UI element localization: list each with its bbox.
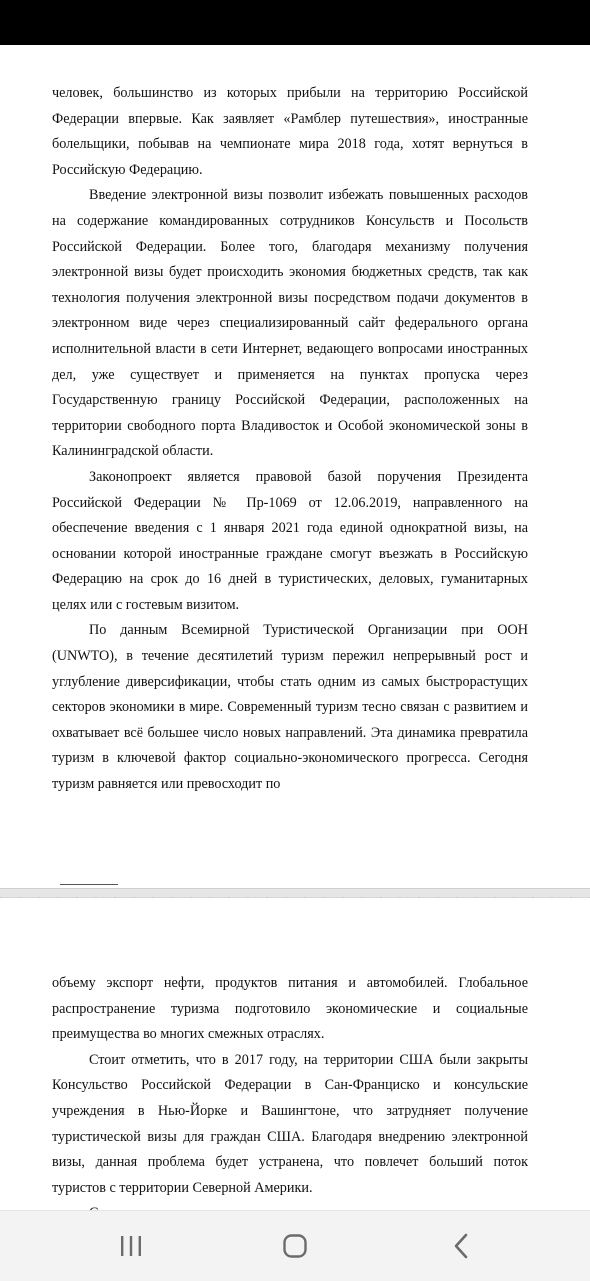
navigation-bar xyxy=(0,1210,590,1281)
recent-apps-icon xyxy=(119,1235,143,1257)
paragraph-2: Введение электронной визы позволит избежать повышенных расходов на содержание командированных сотрудников Консульств и Посольств Российской Федерации. Более того, благодаря механизму получения электронной визы будет происходить экономия бюджетных средств, так как технология получения электронной визы посредством подачи документов в электронном виде через специализированный сайт федерального органа исполнительной власти в сети Интернет, ведающего вопросами иностранных дел, уже существует и применяется на пунктах пропуска через Государственную границу Российской Федерации, расположенных на территории свободного порта Владивосток и Особой экономической зоны в Калининградской области. xyxy=(52,187,528,460)
back-button[interactable] xyxy=(421,1223,501,1269)
paragraph-1: человек, большинство из которых прибыли на территорию Российской Федерации впервые. Как заявляет «Рамблер путешествия», иностранные болельщики, побывав на чемпионате мира 2018 года, хотят вернуться в Российскую Федерацию. xyxy=(52,85,528,178)
back-icon xyxy=(452,1233,470,1259)
paragraph-4: По данным Всемирной Туристической Организации при ООН (UNWTO), в течение десятилетий туризм пережил непрерывный рост и углубление диверсификации, чтобы стать одним из самых быстрорастущих секторов экономики в мире. Современный туризм тесно связан с развитием и охватывает всё большее число новых направлений. Эта динамика превратила туризм в ключевой фактор социально-экономического прогресса. Сегодня туризм равняется или превосходит по xyxy=(52,622,528,793)
paragraph-3: Законопроект является правовой базой поручения Президента Российской Федерации № Пр-1069 от 12.06.2019, направленного на обеспечение введения с 1 января 2021 года единой однократной визы, на основании которой иностранные граждане смогут въезжать в Российскую Федерацию на срок до 16 дней в туристических, деловых, гуманитарных целях или с гостевым визитом. xyxy=(52,468,528,613)
home-icon xyxy=(282,1233,308,1259)
status-bar xyxy=(0,0,590,45)
page-2-text xyxy=(52,971,528,1227)
page-edge-mark xyxy=(60,884,118,885)
page-2-viewport xyxy=(0,960,590,1210)
recent-apps-button[interactable] xyxy=(91,1223,171,1269)
paragraph-6: Стоит отметить, что в 2017 году, на территории США были закрыты Консульство Российской Федерации в Сан-Франциско и консульские учреждения в Нью-Йорке и Вашингтоне, что затрудняет получение туристической визы для граждан США. Благодаря внедрению электронной визы, данная проблема будет устранена, что повлечет больший поток туристов с территории Северной Америки. xyxy=(52,1051,528,1196)
page-1-text xyxy=(52,81,528,798)
paragraph-5: объему экспорт нефти, продуктов питания и автомобилей. Глобальное распространение туризма подготовило экономические и социальные преимущества во многих смежных отраслях. xyxy=(52,975,528,1043)
home-button[interactable] xyxy=(255,1223,335,1269)
